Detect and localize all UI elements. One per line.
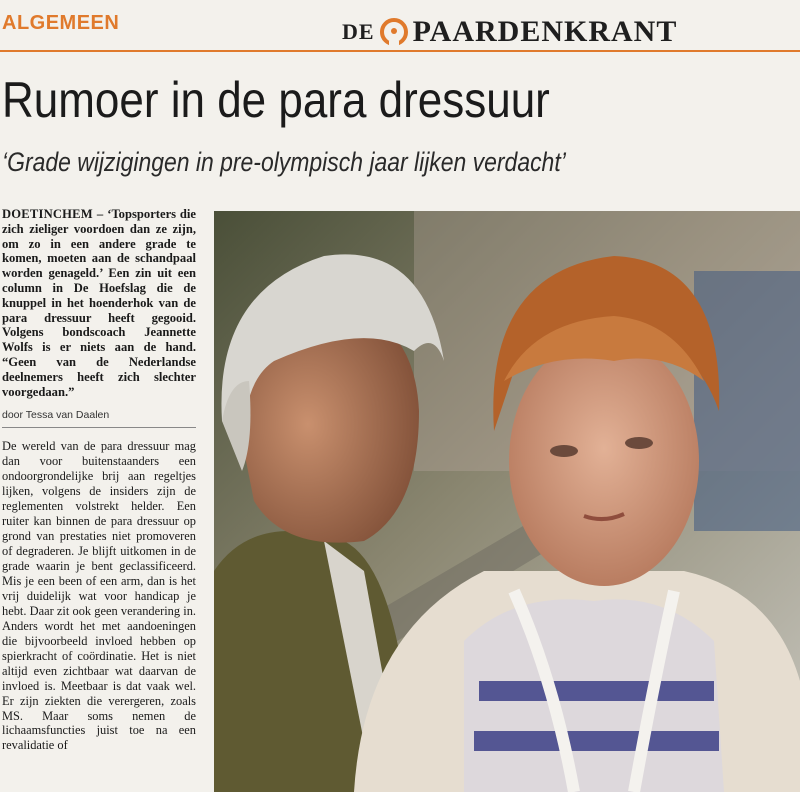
- header-rule: [0, 50, 800, 52]
- masthead-prefix: DE: [342, 19, 375, 44]
- section-label: ALGEMEEN: [2, 12, 120, 34]
- lede: [2, 207, 196, 399]
- masthead-name: PAARDENKRANT: [412, 15, 678, 48]
- subheadline: ‘Grade wijzigingen in pre-olympisch jaar lijken verdacht’: [2, 147, 566, 177]
- article-column: [2, 207, 196, 753]
- body-text: De wereld van de para dressuur mag dan voor buitenstaanders een ondoorgrondelijke brij aan regeltjes lijken, volgens de insiders zijn de reglementen volstrekt helder. Een ruiter kan binnen de para dressuur op grond van prestaties niet promoveren of degraderen. Je blijft uitkomen in de grade waarin je bent geclassificeerd. Mis je een been of een arm, dan is het vrij duidelijk wat voor handicap je hebt. Daar zit ook geen verandering in. Anders wordt het met aandoeningen die bijvoorbeeld invloed hebben op spierkracht of coördinatie. Het is niet altijd even zichtbaar wat daarvan de invloed is. Meetbaar is dat vaak wel. Er zijn ziekten die verergeren, zoals MS. Maar soms nemen de lichaamsfuncties juist toe na een revalidatie of: [2, 439, 196, 753]
- masthead: [342, 12, 677, 52]
- headline: Rumoer in de para dressuur: [2, 72, 550, 128]
- article-photo: [214, 211, 800, 792]
- dateline: DOETINCHEM –: [2, 207, 104, 221]
- lede-text: ‘Topsporters die zich zieliger voordoen dan ze zijn, om zo in een andere grade te komen, moeten aan de schandpaal worden genageld.’ Een zin uit een column in De Hoefslag die de knuppel in het hoenderhok van de para dressuur heeft gegooid. Volgens bondscoach Jeannette Wolfs is er niets aan de hand. “Geen van de Nederlandse deelnemers heeft zich slechter voorgedaan.”: [2, 207, 196, 399]
- photo-illustration: [214, 211, 800, 792]
- byline: door Tessa van Daalen: [2, 409, 110, 422]
- byline-divider: [2, 427, 196, 428]
- horseshoe-logo-icon: [377, 15, 411, 49]
